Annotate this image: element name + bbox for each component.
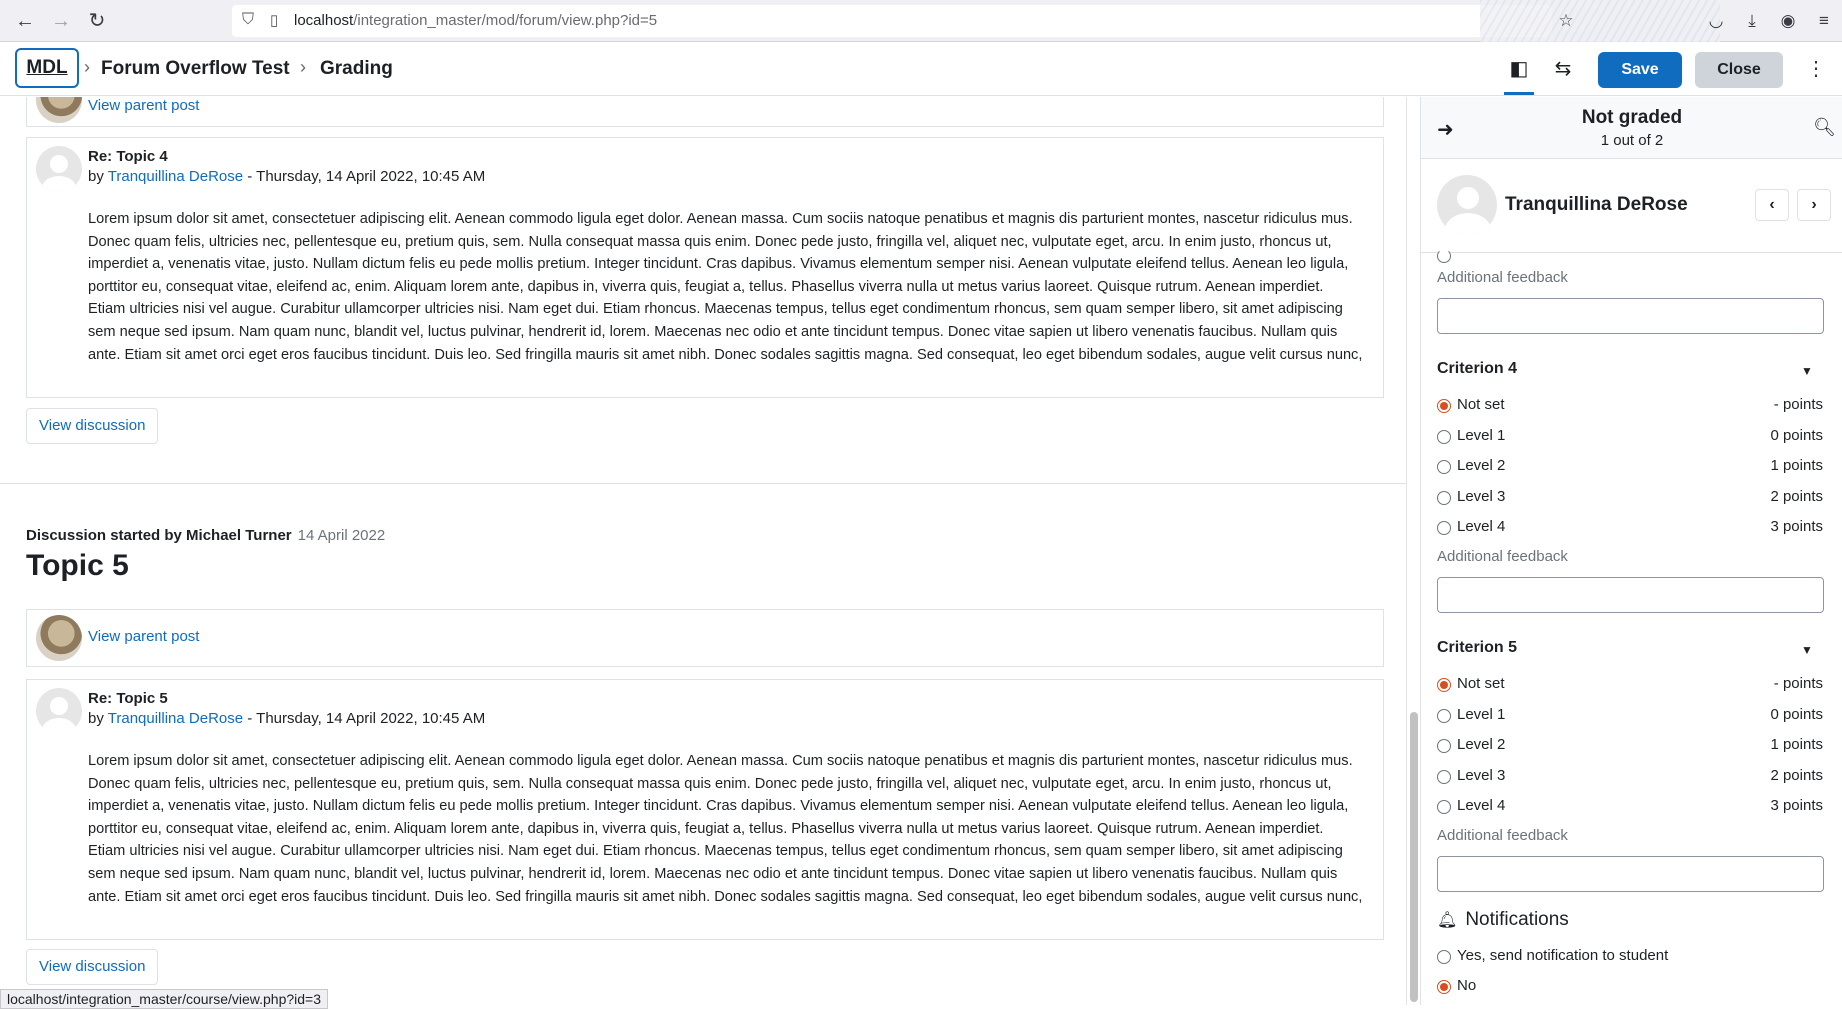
expand-view-icon[interactable]: ⇆	[1554, 58, 1572, 80]
grading-panel	[1420, 97, 1842, 1005]
chevron-right-icon: ›	[300, 57, 306, 77]
level-points: 2 points	[1770, 767, 1823, 784]
level-label: Level 2	[1457, 457, 1506, 474]
level-points: 0 points	[1770, 427, 1823, 444]
level-points: 2 points	[1770, 488, 1823, 505]
radio-c5-level-1[interactable]	[1437, 709, 1451, 723]
additional-feedback-input-3[interactable]	[1437, 298, 1824, 334]
reply-post-topic-4	[26, 137, 1384, 398]
reload-icon[interactable]: ↻	[88, 10, 106, 32]
parent-post-stub	[26, 97, 1384, 127]
author-link[interactable]: Tranquillina DeRose	[107, 168, 244, 185]
grading-status-header	[1421, 97, 1842, 159]
level-label: Not set	[1457, 675, 1505, 692]
caret-down-icon[interactable]: ▼	[1801, 643, 1813, 657]
level-points: - points	[1773, 396, 1823, 413]
avatar	[36, 146, 82, 192]
chevron-right-icon: ›	[84, 57, 90, 77]
close-button[interactable]: Close	[1695, 52, 1783, 88]
pocket-icon[interactable]: ◡	[1708, 11, 1724, 30]
level-label: Level 3	[1457, 767, 1506, 784]
level-points: 0 points	[1770, 706, 1823, 723]
radio-notify-no[interactable]	[1437, 980, 1451, 994]
post-byline: by Tranquillina DeRose - Thursday, 14 April 2022, 10:45 AM	[88, 710, 486, 727]
level-points: 3 points	[1770, 797, 1823, 814]
level-label: Level 1	[1457, 706, 1506, 723]
forum-content	[0, 97, 1406, 1005]
avatar	[36, 688, 82, 734]
radio-c5-level-2[interactable]	[1437, 739, 1451, 753]
discussion-started-by: Discussion started by Michael Turner 14 April 2022	[26, 527, 386, 544]
link-status-bar: localhost/integration_master/course/view.php?id=3	[0, 989, 328, 1009]
additional-feedback-label: Additional feedback	[1437, 548, 1568, 565]
grading-count: 1 out of 2	[1600, 132, 1664, 149]
radio-c5-level-4[interactable]	[1437, 800, 1451, 814]
level-points: - points	[1773, 675, 1823, 692]
search-icon[interactable]: 🔍︎	[1813, 117, 1836, 137]
post-byline: by Tranquillina DeRose - Thursday, 14 April 2022, 10:45 AM	[88, 168, 486, 185]
additional-feedback-input-4[interactable]	[1437, 577, 1824, 613]
radio-c5-not-set[interactable]	[1437, 678, 1451, 692]
breadcrumb-forum[interactable]: Forum Overflow Test	[101, 58, 290, 79]
divider	[0, 483, 1406, 484]
additional-feedback-label: Additional feedback	[1437, 827, 1568, 844]
save-button[interactable]: Save	[1598, 52, 1682, 88]
account-icon[interactable]: ◉	[1780, 11, 1796, 30]
post-title: Re: Topic 4	[88, 148, 168, 165]
page-icon: ▯	[270, 12, 279, 29]
radio-c5-level-3[interactable]	[1437, 770, 1451, 784]
notify-no-label: No	[1457, 977, 1477, 994]
grading-header	[0, 42, 1842, 96]
criterion-4-title: Criterion 4	[1437, 360, 1518, 377]
level-label: Level 2	[1457, 736, 1506, 753]
level-label: Not set	[1457, 396, 1505, 413]
parent-post	[26, 609, 1384, 667]
grading-status: Not graded	[1581, 107, 1683, 128]
url-text[interactable]: localhost/integration_master/mod/forum/view.php?id=5	[294, 12, 658, 29]
radio-partial[interactable]	[1437, 249, 1451, 263]
view-discussion-button[interactable]: View discussion	[26, 949, 158, 985]
menu-icon[interactable]: ≡	[1819, 11, 1829, 30]
post-body: Lorem ipsum dolor sit amet, consectetuer adipiscing elit. Aenean commodo ligula eget dolor. Aenean massa. Cum sociis natoque penatibus et magnis dis parturient montes, nascetur ridiculus mus. Donec quam felis, ultricies nec, pellentesque eu, pretium quis, sem. Nulla consequat massa quis enim. Donec pede justo, fringilla vel, aliquet nec, vulputate eget, arcu. In enim justo, rhoncus ut, imperdiet a, venenatis vitae, justo. Nullam dictum felis eu pede mollis pretium. Integer tincidunt. Cras dapibus. Vivamus elementum semper nisi. Aenean vulputate eleifend tellus. Aenean leo ligula, porttitor eu, consequat vitae, eleifend ac, enim. Aliquam lorem ante, dapibus in, viverra quis, feugiat a, tellus. Phasellus viverra nulla ut metus varius laoreet. Quisque rutrum. Aenean imperdiet. Etiam ultricies nisi vel augue. Curabitur ullamcorper ultricies nisi. Nam eget dui. Etiam rhoncus. Maecenas tempus, tellus eget condimentum rhoncus, sem quam semper libero, sit amet adipiscing sem neque sed ipsum. Nam quam nunc, blandit vel, luctus pulvinar, hendrerit id, lorem. Maecenas nec odio et ante tincidunt tempus. Donec vitae sapien ut libero venenatis faucibus. Nullam quis ante. Etiam sit amet orci eget eros faucibus tincidunt. Duis leo. Sed fringilla mauris sit amet nibh. Donec sodales sagittis magna. Sed consequat, leo eget bibendum sodales, augue velit cursus nunc,	[88, 753, 1363, 905]
radio-c4-not-set[interactable]	[1437, 399, 1451, 413]
radio-c4-level-4[interactable]	[1437, 521, 1451, 535]
previous-user-button[interactable]: ‹	[1755, 189, 1789, 221]
site-logo[interactable]: MDL	[15, 48, 79, 88]
address-bar[interactable]	[232, 5, 1552, 37]
level-label: Level 3	[1457, 488, 1506, 505]
radio-c4-level-1[interactable]	[1437, 430, 1451, 444]
additional-feedback-input-5[interactable]	[1437, 856, 1824, 892]
arrow-right-icon[interactable]: ➜	[1437, 119, 1454, 141]
view-discussion-button[interactable]: View discussion	[26, 408, 158, 444]
author-link[interactable]: Tranquillina DeRose	[107, 710, 244, 727]
next-user-button[interactable]: ›	[1797, 189, 1831, 221]
post-title: Re: Topic 5	[88, 690, 168, 707]
level-points: 1 points	[1770, 736, 1823, 753]
main-scrollbar[interactable]	[1406, 97, 1420, 1005]
browser-toolbar	[0, 0, 1842, 42]
radio-c4-level-3[interactable]	[1437, 491, 1451, 505]
bell-icon: 🔔︎	[1437, 912, 1458, 929]
student-name: Tranquillina DeRose	[1505, 194, 1688, 215]
notify-yes-label: Yes, send notification to student	[1457, 947, 1669, 964]
avatar	[36, 615, 82, 661]
discussion-date: 14 April 2022	[297, 527, 386, 544]
shield-icon[interactable]: ⛉	[242, 11, 255, 28]
level-points: 1 points	[1770, 457, 1823, 474]
additional-feedback-label: Additional feedback	[1437, 269, 1568, 286]
post-body: Lorem ipsum dolor sit amet, consectetuer adipiscing elit. Aenean commodo ligula eget dolor. Aenean massa. Cum sociis natoque penatibus et magnis dis parturient montes, nascetur ridiculus mus. Donec quam felis, ultricies nec, pellentesque eu, pretium quis, sem. Nulla consequat massa quis enim. Donec pede justo, fringilla vel, aliquet nec, vulputate eget, arcu. In enim justo, rhoncus ut, imperdiet a, venenatis vitae, justo. Nullam dictum felis eu pede mollis pretium. Integer tincidunt. Cras dapibus. Vivamus elementum semper nisi. Aenean vulputate eleifend tellus. Aenean leo ligula, porttitor eu, consequat vitae, eleifend ac, enim. Aliquam lorem ante, dapibus in, viverra quis, feugiat a, tellus. Phasellus viverra nulla ut metus varius laoreet. Quisque rutrum. Aenean imperdiet. Etiam ultricies nisi vel augue. Curabitur ullamcorper ultricies nisi. Nam eget dui. Etiam rhoncus. Maecenas tempus, tellus eget condimentum rhoncus, sem quam semper libero, sit amet adipiscing sem neque sed ipsum. Nam quam nunc, blandit vel, luctus pulvinar, hendrerit id, lorem. Maecenas nec odio et ante tincidunt tempus. Donec vitae sapien ut libero venenatis faucibus. Nullam quis ante. Etiam sit amet orci eget eros faucibus tincidunt. Duis leo. Sed fringilla mauris sit amet nibh. Donec sodales sagittis magna. Sed consequat, leo eget bibendum sodales, augue velit cursus nunc,	[88, 211, 1363, 363]
scrollbar-thumb[interactable]	[1410, 712, 1418, 1002]
view-parent-post-link[interactable]: View parent post	[88, 97, 200, 114]
view-parent-post-link[interactable]: View parent post	[88, 628, 200, 645]
breadcrumb-grading: Grading	[320, 58, 393, 79]
caret-down-icon[interactable]: ▼	[1801, 364, 1813, 378]
forward-arrow-icon[interactable]: →	[51, 10, 71, 32]
reply-post-topic-5	[26, 679, 1384, 940]
notifications-heading: 🔔︎ Notifications	[1437, 909, 1569, 930]
radio-notify-yes[interactable]	[1437, 950, 1451, 964]
back-arrow-icon[interactable]: ←	[15, 10, 35, 32]
download-icon[interactable]: ⤓	[1748, 11, 1756, 30]
topic-title: Topic 5	[26, 549, 129, 582]
level-label: Level 4	[1457, 518, 1506, 535]
level-label: Level 4	[1457, 797, 1506, 814]
bookmark-star-icon[interactable]: ☆	[1558, 11, 1574, 30]
radio-c4-level-2[interactable]	[1437, 460, 1451, 474]
user-selector	[1421, 159, 1842, 253]
criterion-5-title: Criterion 5	[1437, 639, 1518, 656]
level-points: 3 points	[1770, 518, 1823, 535]
avatar	[36, 97, 82, 123]
more-options-icon[interactable]: ⋮	[1806, 58, 1826, 80]
avatar	[1437, 175, 1497, 235]
level-label: Level 1	[1457, 427, 1506, 444]
collapse-panel-icon[interactable]: ◧	[1504, 55, 1534, 95]
theme-decoration	[1480, 0, 1720, 42]
